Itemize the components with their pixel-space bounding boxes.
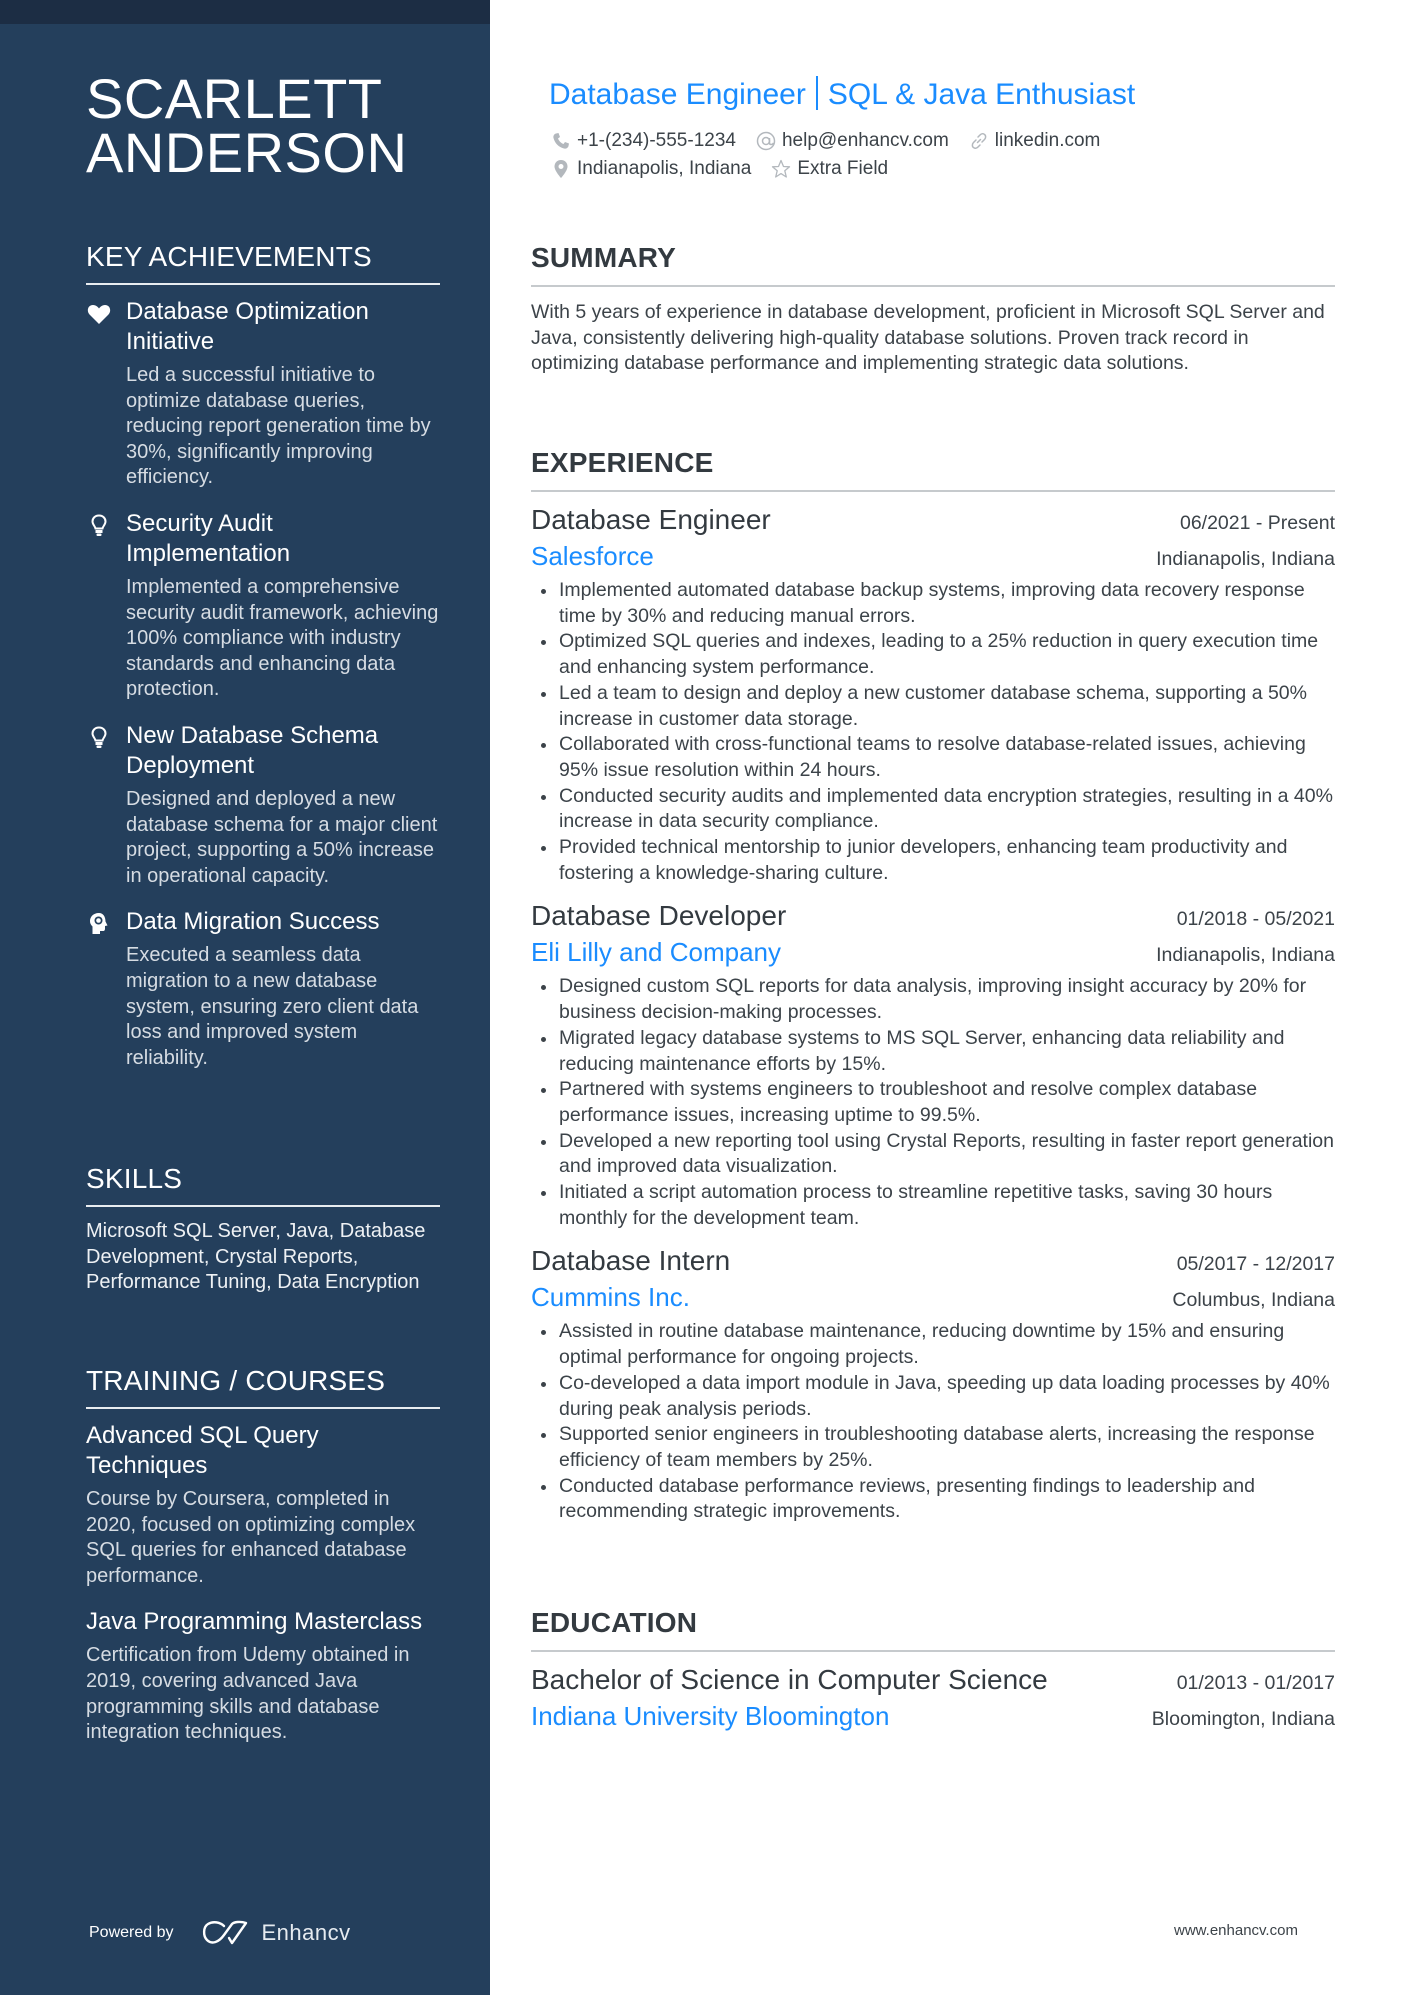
section-heading: SUMMARY [531,242,677,273]
achievement-description: Implemented a comprehensive security audit framework, achieving 100% compliance with industry standards and enhancing data protection. [126,575,439,701]
candidate-name [86,67,440,184]
bullet-item: Led a team to design and deploy a new customer database schema, supporting a 50% increase in customer data storage. [531,681,1335,732]
sidebar-top-band [0,0,490,24]
key-achievements-section [86,240,440,1071]
achievement-title: New Database Schema Deployment [126,721,379,779]
job-location: Columbus, Indiana [1172,1289,1335,1312]
course-title: Advanced SQL Query Techniques [86,1422,319,1479]
powered-by-label: Powered by [89,1924,174,1941]
contact-info [551,127,1331,183]
location-pin-icon [551,159,571,179]
title-specialty: SQL & Java Enthusiast [827,78,1136,111]
sidebar [0,0,490,1995]
achievement-title: Data Migration Success [126,908,380,936]
job-title: Database Engineer [531,504,771,535]
education-location: Bloomington, Indiana [1151,1708,1335,1730]
title-role: Database Engineer [549,78,806,111]
title-separator [816,76,818,110]
achievement-title: Database Optimization Initiative [126,298,369,355]
bullet-item: Assisted in routine database maintenance, reducing downtime by 15% and ensuring optimal performance for ongoing projects. [531,1319,1335,1370]
contact-link[interactable] [969,130,1101,152]
bullet-item: Conducted database performance reviews, presenting findings to leadership and recommending strategic improvements. [531,1474,1335,1525]
experience-entry [531,1243,1335,1525]
achievement-item [86,509,440,703]
brand-name: Enhancv [261,1920,351,1945]
contact-location [551,158,751,180]
company-name: Salesforce [531,541,654,571]
lightbulb-icon [86,726,112,750]
section-heading: KEY ACHIEVEMENTS [86,241,372,272]
school-name: Indiana University Bloomington [531,1701,890,1731]
extra-field-text: Extra Field [797,158,889,179]
link-icon [969,131,989,151]
job-bullets [531,1319,1335,1525]
section-heading: TRAINING / COURSES [86,1365,386,1396]
achievement-item [86,907,440,1071]
bullet-item: Collaborated with cross-functional teams to resolve database-related issues, achieving 95% issue resolution within 24 hours. [531,732,1335,783]
skills-section [86,1162,440,1296]
bullet-item: Provided technical mentorship to junior developers, enhancing team productivity and fostering a knowledge-sharing culture. [531,835,1335,886]
achievement-description: Led a successful initiative to optimize database queries, reducing report generation time by 30%, significantly improving efficiency. [126,364,431,489]
job-header [531,1243,1335,1279]
bullet-item: Conducted security audits and implemented data encryption strategies, resulting in a 40% increase in data security compliance. [531,784,1335,835]
bullet-item: Developed a new reporting tool using Crystal Reports, resulting in faster report generation and improved data visualization. [531,1129,1335,1180]
job-title: Database Developer [531,900,787,932]
footer-url[interactable]: www.enhancv.com [1174,1922,1298,1939]
degree: Bachelor of Science in Computer Science [531,1664,1048,1695]
section-divider [531,1650,1335,1652]
name-last: ANDERSON [86,121,408,184]
course-item [86,1607,440,1745]
education-section [531,1606,1335,1734]
linkedin-url: linkedin.com [994,130,1101,151]
phone-number: +1-(234)-555-1234 [577,130,736,151]
bullet-item: Initiated a script automation process to streamline repetitive tasks, saving 30 hours monthly for the development team. [531,1180,1335,1231]
course-item [86,1421,440,1589]
job-bullets [531,578,1335,886]
bullet-item: Co-developed a data import module in Java, speeding up data loading processes by 40% during peak analysis periods. [531,1371,1335,1422]
education-header [531,1662,1335,1698]
location-text: Indianapolis, Indiana [577,158,752,179]
email-address: help@enhancv.com [781,130,949,151]
job-dates: 01/2018 - 05/2021 [1176,908,1335,931]
achievement-item [86,721,440,889]
education-subheader [531,1698,1335,1734]
bullet-item: Implemented automated database backup systems, improving data recovery response time by 30% and reducing manual errors. [531,578,1335,629]
phone-icon [551,131,571,151]
section-divider [86,1407,440,1409]
bullet-item: Designed custom SQL reports for data analysis, improving insight accuracy by 20% for business decision-making processes. [531,974,1335,1025]
achievement-item [86,297,440,491]
enhancv-logo[interactable] [202,1920,351,1946]
job-title: Database Intern [531,1245,731,1277]
job-header [531,502,1335,538]
achievement-description: Executed a seamless data migration to a new database system, ensuring zero client data loss and improved system reliability. [126,944,419,1069]
course-title: Java Programming Masterclass [86,1608,423,1636]
brain-head-icon [86,912,112,936]
lightbulb-icon [86,514,112,538]
experience-section [531,446,1335,1525]
bullet-item: Partnered with systems engineers to troubleshoot and resolve complex database performance issues, increasing uptime to 99.5%. [531,1077,1335,1128]
section-divider [86,283,440,285]
star-icon [771,159,791,179]
professional-title [549,76,1135,113]
summary-text: With 5 years of experience in database development, proficient in Microsoft SQL Server and Java, consistently delivering high-quality database solutions. Proven track record in optimizing database performance and implementing strategic data solutions. [531,301,1325,375]
job-dates: 06/2021 - Present [1179,512,1335,534]
heart-icon [86,302,112,326]
contact-email[interactable] [756,130,949,152]
company-name: Eli Lilly and Company [531,937,782,968]
section-divider [531,285,1335,287]
enhancv-logo-icon [202,1920,250,1946]
education-dates: 01/2013 - 01/2017 [1176,1672,1335,1694]
bullet-item: Supported senior engineers in troubleshooting database alerts, increasing the response efficiency of team members by 25%. [531,1422,1335,1473]
summary-section [531,241,1335,377]
job-location: Indianapolis, Indiana [1156,944,1335,967]
contact-row [551,127,1331,155]
company-name: Cummins Inc. [531,1282,690,1313]
achievement-title: Security Audit Implementation [126,509,291,567]
course-description: Certification from Udemy obtained in 2019, covering advanced Java programming skills and database integration techniques. [86,1644,410,1744]
section-heading: EDUCATION [531,1607,698,1638]
job-header [531,898,1335,934]
achievement-description: Designed and deployed a new database schema for a major client project, supporting a 50% increase in operational capacity. [126,787,438,887]
job-subheader [531,1279,1335,1315]
name-first: SCARLETT [86,67,383,130]
job-bullets [531,974,1335,1231]
at-sign-icon [756,131,776,151]
job-subheader [531,538,1335,574]
section-divider [531,490,1335,492]
job-location: Indianapolis, Indiana [1156,548,1335,570]
bullet-item: Optimized SQL queries and indexes, leading to a 25% reduction in query execution time and enhancing system performance. [531,629,1335,680]
contact-phone[interactable] [551,130,736,152]
training-courses-section [86,1364,440,1746]
section-heading: EXPERIENCE [531,447,714,478]
section-divider [86,1205,440,1207]
job-subheader [531,934,1335,970]
job-dates: 05/2017 - 12/2017 [1176,1253,1335,1276]
powered-by [89,1903,351,1963]
skills-list: Microsoft SQL Server, Java, Database Development, Crystal Reports, Performance Tuning, Data Encryption [86,1220,426,1294]
bullet-item: Migrated legacy database systems to MS SQL Server, enhancing data reliability and reducing maintenance efforts by 15%. [531,1026,1335,1077]
experience-entry [531,502,1335,886]
section-heading: SKILLS [86,1163,183,1194]
experience-entry [531,898,1335,1231]
course-description: Course by Coursera, completed in 2020, focused on optimizing complex SQL queries for enhanced database performance. [86,1488,416,1587]
contact-row [551,155,1331,183]
sidebar-content [86,67,440,1744]
contact-extra [771,158,888,180]
education-entry [531,1662,1335,1734]
